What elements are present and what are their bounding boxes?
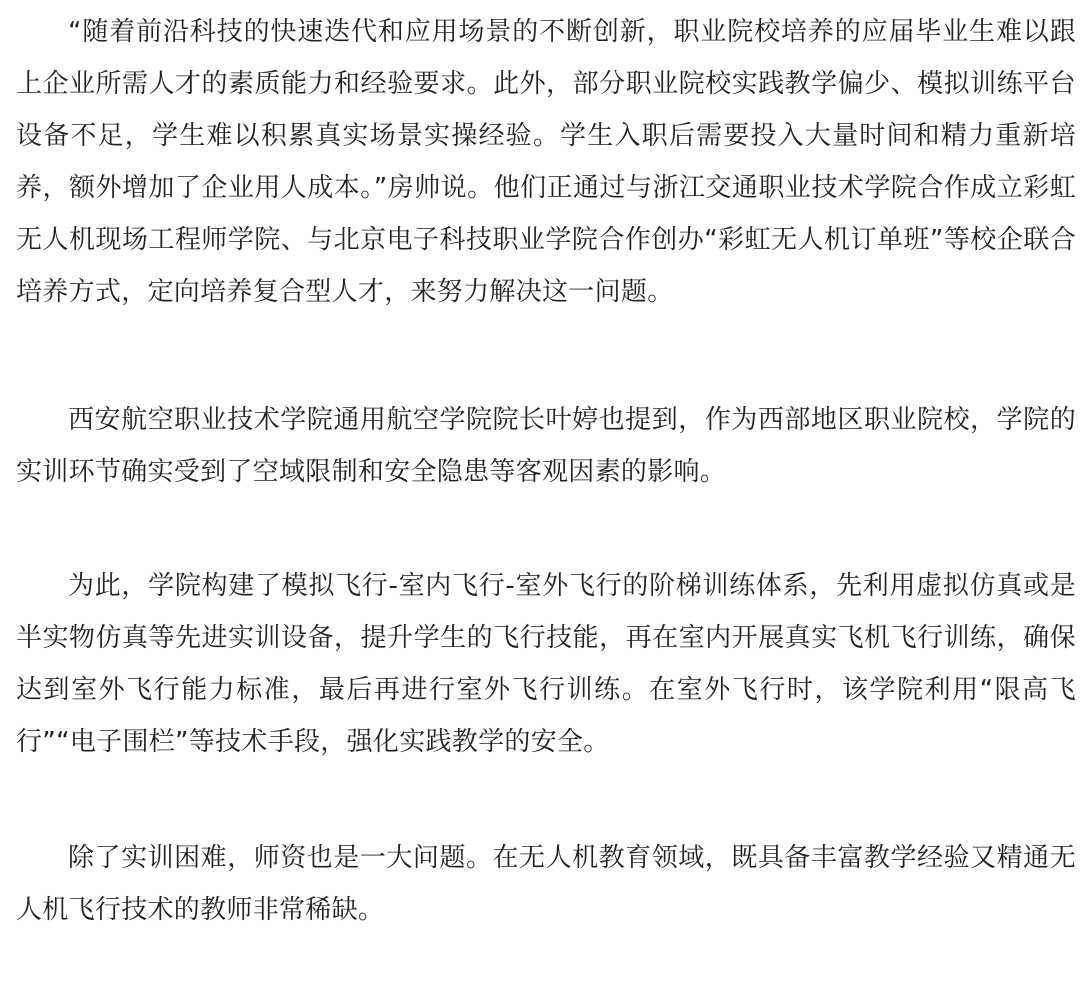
paragraph-airspace-limits: 西安航空职业技术学院通用航空学院院长叶婷也提到，作为西部地区职业院校，学院的实训环节确实受到了空域限制和安全隐患等客观因素的影响。 [16,405,1076,487]
paragraph-talent-training: “随着前沿科技的快速迭代和应用场景的不断创新，职业院校培养的应届毕业生难以跟上企业所需人才的素质能力和经验要求。此外，部分职业院校实践教学偏少、模拟训练平台设备不足，学生难以积累真实场景实操经验。学生入职后需要投入大量时间和精力重新培养，额外增加了企业用人成本。”房帅说。他们正通过与浙江交通职业技术学院合作成立彩虹无人机现场工程师学院、与北京电子科技职业学院合作创办“彩虹无人机订单班”等校企联合培养方式，定向培养复合型人才，来努力解决这一问题。 [16,17,1076,307]
paragraph-training-system: 为此，学院构建了模拟飞行-室内飞行-室外飞行的阶梯训练体系，先利用虚拟仿真或是半实物仿真等先进实训设备，提升学生的飞行技能，再在室内开展真实飞机飞行训练，确保达到室外飞行能力标准，最后再进行室外飞行训练。在室外飞行时，该学院利用“限高飞行”“电子围栏”等技术手段，强化实践教学的安全。 [16,571,1076,757]
paragraph-teacher-shortage: 除了实训困难，师资也是一大问题。在无人机教育领域，既具备丰富教学经验又精通无人机飞行技术的教师非常稀缺。 [16,843,1076,925]
